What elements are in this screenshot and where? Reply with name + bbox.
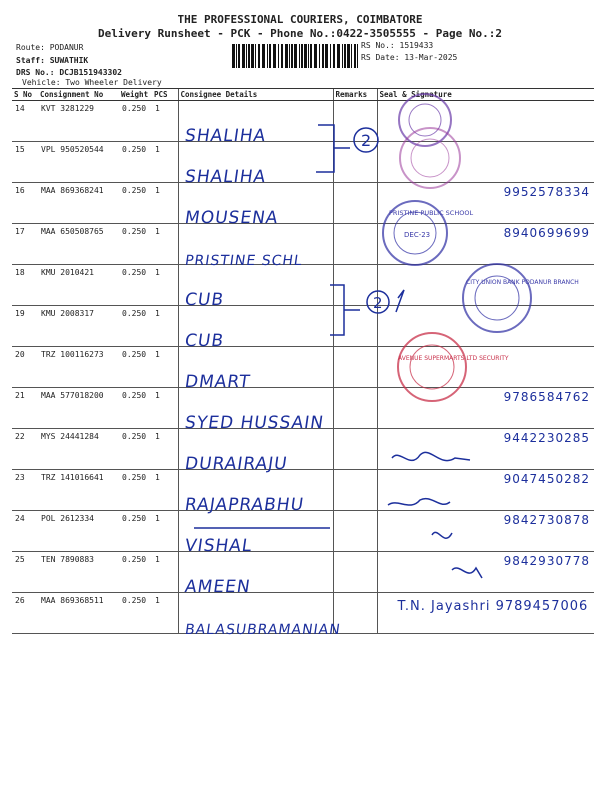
row-consignee-cell bbox=[178, 511, 333, 556]
row-consignee-handwritten: CUB bbox=[183, 331, 225, 351]
row-weight: 0.250 bbox=[119, 224, 152, 265]
table-row bbox=[12, 593, 594, 634]
row-weight: 0.250 bbox=[119, 265, 152, 306]
row-consignment: MAA 869368511 bbox=[38, 593, 119, 634]
row-sno: 25 bbox=[12, 552, 38, 593]
row-weight: 0.250 bbox=[119, 511, 152, 552]
row-consignee-cell bbox=[178, 142, 333, 187]
row-sno: 22 bbox=[12, 429, 38, 470]
row-consignee-cell bbox=[178, 470, 333, 515]
drs-label: DRS No.: DCJB151943302 bbox=[16, 68, 122, 77]
table-row bbox=[12, 552, 594, 593]
route-label: Route: PODANUR bbox=[16, 43, 84, 52]
row-signature-cell bbox=[377, 470, 594, 511]
row-pcs: 1 bbox=[152, 142, 178, 183]
row-signature-handwritten: T.N. Jayashri 9789457006 bbox=[397, 599, 589, 614]
row-pcs: 1 bbox=[152, 429, 178, 470]
stamp-cub: CITY UNION BANK PODANUR BRANCH bbox=[466, 279, 579, 286]
row-signature-handwritten: 9952578334 bbox=[503, 185, 590, 199]
table-row bbox=[12, 101, 594, 142]
row-weight: 0.250 bbox=[119, 347, 152, 388]
row-consignment: KVT 3281229 bbox=[38, 101, 119, 142]
row-pcs: 1 bbox=[152, 101, 178, 142]
row-signature-cell bbox=[377, 429, 594, 470]
rs-date: RS Date: 13-Mar-2025 bbox=[361, 53, 458, 62]
row-remarks bbox=[333, 347, 377, 388]
row-consignee-cell bbox=[178, 183, 333, 228]
row-consignee-cell bbox=[178, 388, 333, 433]
stamp-pristine: PRISTINE PUBLIC SCHOOL bbox=[389, 209, 474, 217]
row-remarks bbox=[333, 388, 377, 429]
row-sno: 24 bbox=[12, 511, 38, 552]
row-sno: 23 bbox=[12, 470, 38, 511]
row-sno: 19 bbox=[12, 306, 38, 347]
row-sno: 26 bbox=[12, 593, 38, 634]
row-remarks bbox=[333, 224, 377, 265]
row-sno: 15 bbox=[12, 142, 38, 183]
row-remarks bbox=[333, 429, 377, 470]
row-remarks bbox=[333, 101, 377, 142]
table-row bbox=[12, 265, 594, 306]
row-sno: 18 bbox=[12, 265, 38, 306]
row-weight: 0.250 bbox=[119, 552, 152, 593]
rs-number: RS No.: 1519433 bbox=[361, 41, 434, 50]
row-consignee-handwritten: SHALIHA bbox=[183, 126, 268, 146]
row-signature-handwritten: 9047450282 bbox=[503, 472, 590, 486]
count-mark: 2 bbox=[373, 294, 383, 312]
row-consignment: TRZ 100116273 bbox=[38, 347, 119, 388]
row-signature-cell bbox=[377, 593, 594, 634]
col-weight: Weight bbox=[119, 89, 152, 101]
row-consignment: KMU 2010421 bbox=[38, 265, 119, 306]
row-consignee-cell bbox=[178, 552, 333, 597]
row-sno: 17 bbox=[12, 224, 38, 265]
row-sno: 16 bbox=[12, 183, 38, 224]
row-weight: 0.250 bbox=[119, 470, 152, 511]
row-consignment: MAA 577018200 bbox=[38, 388, 119, 429]
row-consignment: KMU 2008317 bbox=[38, 306, 119, 347]
row-remarks bbox=[333, 306, 377, 347]
row-consignee-cell bbox=[178, 224, 333, 269]
col-sno: S No bbox=[12, 89, 38, 101]
row-consignee-handwritten: BALASUBRAMANIAN bbox=[183, 622, 342, 638]
row-remarks bbox=[333, 552, 377, 593]
row-consignee-handwritten: AMEEN bbox=[183, 577, 252, 597]
row-consignee-cell bbox=[178, 265, 333, 310]
row-consignee-handwritten: SYED HUSSAIN bbox=[183, 413, 325, 433]
row-sno: 21 bbox=[12, 388, 38, 429]
stamp-avenue: AVENUE SUPERMARTS LTD SECURITY bbox=[398, 355, 509, 362]
staff-label: Staff: SUWATHIK bbox=[16, 56, 89, 65]
vehicle-label: Vehicle: Two Wheeler Delivery bbox=[22, 78, 162, 87]
table-row bbox=[12, 347, 594, 388]
row-sno: 20 bbox=[12, 347, 38, 388]
row-pcs: 1 bbox=[152, 511, 178, 552]
row-consignee-handwritten: MOUSENA bbox=[183, 208, 280, 228]
row-consignee-handwritten: VISHAL bbox=[183, 536, 254, 556]
table-row bbox=[12, 224, 594, 265]
row-pcs: 1 bbox=[152, 347, 178, 388]
row-consignee-cell bbox=[178, 101, 333, 146]
row-consignee-handwritten: DURAIRAJU bbox=[183, 454, 289, 474]
table-row bbox=[12, 470, 594, 511]
row-consignee-cell bbox=[178, 593, 342, 638]
row-consignee-handwritten: CUB bbox=[183, 290, 225, 310]
row-signature-handwritten: 9786584762 bbox=[503, 390, 590, 404]
table-row bbox=[12, 183, 594, 224]
table-header bbox=[12, 89, 594, 101]
row-remarks bbox=[333, 265, 377, 306]
row-signature-cell bbox=[377, 101, 594, 142]
row-weight: 0.250 bbox=[119, 593, 152, 634]
row-pcs: 1 bbox=[152, 306, 178, 347]
row-consignee-cell bbox=[178, 429, 333, 474]
table-row bbox=[12, 388, 594, 429]
page-title: THE PROFESSIONAL COURIERS, COIMBATORE bbox=[177, 13, 423, 26]
row-consignment: TRZ 141016641 bbox=[38, 470, 119, 511]
row-consignee-handwritten: SHALIHA bbox=[183, 167, 268, 187]
col-consignee: Consignee Details bbox=[178, 89, 333, 101]
count-mark: 2 bbox=[361, 131, 372, 150]
row-signature-handwritten: 9842930778 bbox=[503, 554, 590, 568]
row-remarks bbox=[333, 470, 377, 511]
row-consignment: MAA 869368241 bbox=[38, 183, 119, 224]
row-remarks bbox=[333, 511, 377, 552]
row-weight: 0.250 bbox=[119, 429, 152, 470]
row-consignment: VPL 950520544 bbox=[38, 142, 119, 183]
row-signature-cell bbox=[377, 142, 594, 183]
row-pcs: 1 bbox=[152, 552, 178, 593]
row-consignee-cell bbox=[178, 347, 333, 392]
col-remarks: Remarks bbox=[333, 89, 377, 101]
col-signature: Seal & Signature bbox=[377, 89, 594, 101]
row-pcs: 1 bbox=[152, 593, 178, 634]
row-consignee-handwritten: DMART bbox=[183, 372, 252, 392]
col-consignment: Consignment No bbox=[38, 89, 119, 101]
row-pcs: 1 bbox=[152, 265, 178, 306]
stamp-pristine-date: DEC-23 bbox=[404, 231, 431, 239]
row-signature-cell bbox=[377, 511, 594, 552]
row-weight: 0.250 bbox=[119, 306, 152, 347]
row-remarks bbox=[333, 183, 377, 224]
page-subtitle: Delivery Runsheet - PCK - Phone No.:0422-3505555 - Page No.:2 bbox=[98, 27, 502, 40]
row-signature-handwritten: 9442230285 bbox=[503, 431, 590, 445]
row-signature-cell bbox=[377, 183, 594, 224]
row-consignment: MAA 650508765 bbox=[38, 224, 119, 265]
row-remarks bbox=[333, 142, 377, 183]
row-consignee-handwritten: PRISTINE SCHL bbox=[183, 253, 304, 269]
row-consignment: MYS 24441284 bbox=[38, 429, 119, 470]
row-consignee-cell bbox=[178, 306, 333, 351]
row-weight: 0.250 bbox=[119, 142, 152, 183]
row-pcs: 1 bbox=[152, 224, 178, 265]
row-signature-cell bbox=[377, 306, 594, 347]
row-pcs: 1 bbox=[152, 470, 178, 511]
barcode bbox=[232, 44, 358, 68]
row-consignment: TEN 7890883 bbox=[38, 552, 119, 593]
row-pcs: 1 bbox=[152, 388, 178, 429]
row-signature-cell bbox=[377, 224, 594, 265]
table-row bbox=[12, 306, 594, 347]
runsheet-table bbox=[12, 88, 594, 638]
table-row bbox=[12, 511, 594, 552]
row-weight: 0.250 bbox=[119, 183, 152, 224]
table-row bbox=[12, 429, 594, 470]
row-sno: 14 bbox=[12, 101, 38, 142]
row-signature-cell bbox=[377, 552, 594, 593]
row-signature-handwritten: 8940699699 bbox=[503, 226, 590, 240]
row-consignment: POL 2612334 bbox=[38, 511, 119, 552]
row-pcs: 1 bbox=[152, 183, 178, 224]
col-pcs: PCS bbox=[152, 89, 178, 101]
row-consignee-handwritten: RAJAPRABHU bbox=[183, 495, 305, 515]
row-signature-cell bbox=[377, 265, 594, 306]
table-row bbox=[12, 142, 594, 183]
row-weight: 0.250 bbox=[119, 101, 152, 142]
row-weight: 0.250 bbox=[119, 388, 152, 429]
row-signature-cell bbox=[377, 388, 594, 429]
row-signature-cell bbox=[377, 347, 594, 388]
row-signature-handwritten: 9842730878 bbox=[503, 513, 590, 527]
